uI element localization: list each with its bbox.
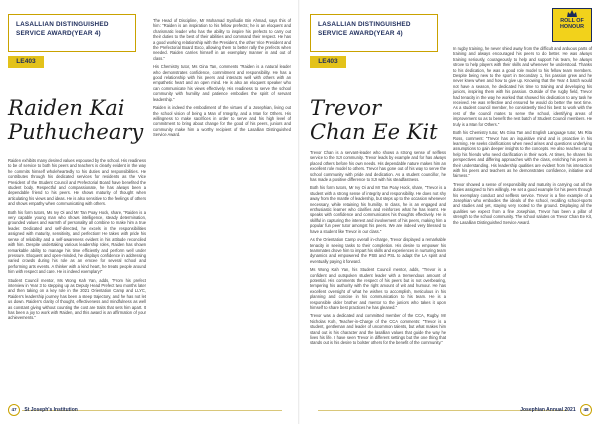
award-title-line-1: LASALLIAN DISTINGUISHED (16, 21, 109, 28)
badge-line-2: HONOUR (560, 24, 584, 31)
footer (8, 404, 78, 416)
paragraph: In rugby training, he never shied away from the difficult and arduous parts of training and always encouraged his peers to do better. He was always training seriously, courageously to help and support his team, he always strove to help players with their skills and whenever he understood. Thanks to his dedication, he was a good role model to his fellow team members. Despite being new to the sport in Secondary 1, his passion grew and he never knew when and how to give up. Knowing that the Year 4 batch would not have a season, he dedicated his time to training and developing his juniors, inspiring them with his passion. Outside of the rugby field, Trevor had tenacity in the way he worked that showed his dedication to any task he received. He was reflective and ensured he would do better the next time. As a student council member, he consistently tried his best to work with the rest of the council mates to serve the school, identifying areas of improvement so as to benefit the rest batch of Student Council members. He truly is a Man for Others." (453, 46, 592, 127)
page-number: 47 (8, 404, 20, 416)
award-title-line-1: LASALLIAN DISTINGUISHED (318, 21, 411, 28)
paragraph: As the Orientation Camp overall in-charge, Trevor displayed a remarkable tenacity in seeing tasks to their completion. His desire to empower his teammates drove him to impart his skills and experiences in nurturing team dynamics and empowered the PSB and PSL to adapt the LA spirit and eventually paying it forward. (310, 237, 446, 264)
paragraph: The Head of Discipline, Mr Mohamad Syafiudin Bin Ahmad, says this of him: "Raiden is an inspiration to his fellow prefects; he is an eloquent and charismatic leader who has the ability to inspire his prefects to carry out their duties to the best of their abilities and command their respect. He has a good working relationship with the President, the other Vice President and the Prefectorial Board Exco, allowing them to better rally the prefects when needed. Raiden carries himself in an exemplary manner in and out of class." (153, 18, 291, 61)
paragraph: Both his Chemistry tutor, Ms Gina Tan and English Language tutor, Ms Rita Ross, comment: "Trevor has an inquisitive mind and is proactive in his learning. He seeks clarifications when need arises and questions underlying assumptions to gain deeper insights to the concepts. He also reaches out to help his friends who need clarification in their work. At times, he shares his perspectives and differing approaches with the class, enriching his peers in their understanding. His leadership qualities are evident from his interaction with his peers and teachers as he demonstrates confidence, initiative and fairness." (453, 130, 592, 179)
paragraph: Both his form tutors, Ms Ivy Oi and Mr Tan Poay Hock, share, "Raiden is a very capable young man who shows intelligence, steady determination, grounded values and warmth of personality all combine to make him a true leader. Dedicated and self-directed, he excels in the responsibilities assigned with maturity, sensitivity, and perfection! He takes with pride his sense of reliability and a self-awareness evident in his attitude reconciled with him. Despite undertaking various leadership roles, Raiden has shown remarkable ability to manage his time efficiently and perform well under pressure. Eloquent and open-minded, he displays confidence in addressing varied crowds during his role as an emcee for several school and performing arts events. A thinker with a kind heart, he treats people around him with respect and care. He is indeed exemplary!" (8, 209, 146, 275)
award-code: LE403 (310, 56, 346, 68)
roll-of-honour-badge (552, 8, 592, 42)
award-code: LE403 (8, 56, 44, 68)
footer-label: St Joseph's Institution (24, 407, 78, 413)
paragraph: Ms Wong Kah Yan, his Student Council mentor, adds, "Trevor is a confident and outspoken student leader with a tremendous amount of potential. His comments the respect of his peers but is not overbearing, tempering his authority with the right amount of wit and humour. He has excellent oversight of what he wishes to accomplish, meticulous in his planning and concise in his communication to his team. He is a responsible older brother and mentor to the juniors who takes it upon himself to share best practices he has gleaned." (310, 267, 446, 310)
paragraph: His Chemistry tutor, Ms Gina Tan, comments "Raiden is a natural leader who demonstrates confidence, commitment and responsibility. He has a good relationship with his peers and interacts well with others with an empathetic heart and an open mind. He is also an eloquent speaker who can communicate his views effectively. His readiness to serve the school community with humility and patience embodies the spirit of servant leadership." (153, 64, 291, 102)
recipient-name-line-2: Puthucheary (8, 120, 144, 144)
recipient-name-line-2: Chan Ee Kit (310, 120, 438, 144)
paragraph: Raiden is indeed the embodiment of the virtues of a Josephian, living out the school vision of being a Man of Integrity, and a Man for Others. His willingness to make sacrifices in order to serve and his high level of commitment to bring about change for the good of his peers, juniors and community make him a worthy recipient of the Lasallian Distinguished Service Award. (153, 105, 291, 138)
body-column-1 (310, 150, 446, 349)
award-title-line-2: SERVICE AWARD(YEAR 4) (318, 29, 403, 37)
recipient-name-line-1: Trevor (310, 96, 382, 120)
footer-label: Josephian Annual 2021 (520, 407, 576, 413)
paragraph: Trevor Chan is a servant-leader who shows a strong sense of selfless service to the SJI community. Trevor leads by example and for has always placed others before his own needs. His dependable nature makes him an excellent role model to others. Trevor has gone out of his way to serve the school community with pride and dedication. As a student councillor, he has made a positive difference to SJI with his steadfastness. (310, 150, 446, 183)
page-number: 48 (580, 404, 592, 416)
right-page (300, 0, 600, 424)
recipient-name (8, 96, 143, 144)
paragraph: Both his form tutors, Mr Ivy Oi and Mr Tan Poay Hock, share, "Trevor is a student with a strong sense of integrity and responsibility. He does not shy away from the mantle of leadership, but steps up to the occasion whenever necessary, while retaining his humility. In class, he is an engaged and enthusiastic learner who clarifies and reinforces what he has learnt. He speaks with confidence and communicates his thoughts effectively. He is skillful in capturing the interest and involvement of his peers, making him a popular fun peer tutor amongst his peers. We are indeed very blessed to have a student like Trevor in our class." (310, 185, 446, 234)
award-title-box (8, 14, 136, 52)
recipient-name (310, 96, 438, 144)
paragraph: Student Council mentor, Ms Wong Kah Yan, adds, "From his prefect interview in Year 3 to stepping up as Deputy Head Prefect two months later and then taking on a key role in the 2021 Orientation Camp and LLYC, Raiden's leadership journey has been a steep trajectory, and he has not let us down. Raiden's clarity of thought, effectiveness and mindfulness as well as constant giving without counting the cost are traits that sets him apart. It has been a joy to work with Raiden, and this award is an affirmation of your achievements." (8, 277, 146, 321)
crown-icon (567, 10, 577, 17)
body-column-2 (153, 18, 291, 141)
footer (520, 404, 592, 416)
award-title-box (310, 14, 438, 52)
body-column-1 (8, 158, 146, 324)
paragraph: Raiden exhibits many desired values espoused by the school. His readiness to be of service to both his peers and teachers is clearly evident in the way he commits himself wholeheartedly to his duties and responsibilities. He contributes through his dedicated services for residents as the Vice President of the Student Council and Prefectorial Board have benefited the student body. Respectful and compassionate, he has always been a dependable friend to his peers. He shows maturity of thought when articulating his views and ideas. He is also sensitive to the feelings of others and shows empathy when communicating with others. (8, 158, 146, 207)
award-title-line-2: SERVICE AWARD(YEAR 4) (16, 29, 101, 37)
recipient-name-line-1: Raiden Kai (8, 96, 125, 120)
paragraph: Trevor was a dedicated and committed member of the CCA, Rugby. Mr Nicholas Koh, Teacher-in-Charge of the CCA comments: "Trevor is a student, gentleman and leader of uncommon talents, but what makes him stand out is his character and the lasallian values that guide the way he lives his life. I have seen Trevor in different settings but the one thing that stands out is his desire to bolster others for the benefit of the community." (310, 313, 446, 346)
paragraph: Trevor showed a sense of responsibility and maturity in carrying out all the duties assigned to him willingly. He set a good example for his peers through his exemplary conduct and selfless service. Trevor is a fine example of a Josephian who embodies the ideals of the school, recalling school-sports and studies and yet, staying very rooted to the ground. Displaying all the qualities we expect from a fine Josephian, Trevor has been a pillar of strength to the school community. The school salutes on Trevor Chan Ee Kit, the Lasallian Distinguished Service Award. (453, 181, 592, 225)
badge-line-1: ROLL OF (560, 18, 584, 24)
body-column-2 (453, 46, 592, 228)
